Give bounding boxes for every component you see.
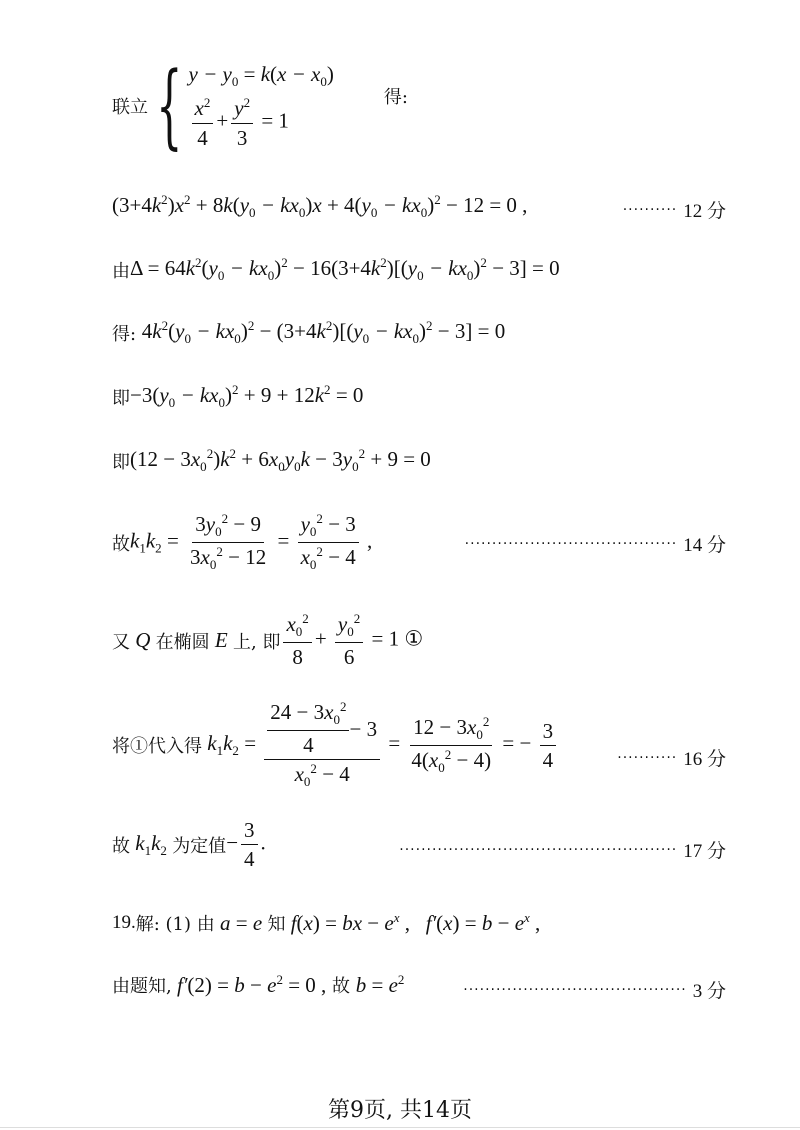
simplified-equation: $4k^2(y_0 - kx_0)^2 - (3+4k^2)[(y_0 - kx_0)^2 - 3] = 0$ [141, 318, 506, 347]
k1k2-equation: $k_1k_2$ = $\frac{3y_0^2 - 9}{3x_0^2 - 12}$ = $\frac{y_0^2 - 3}{x_0^2 - 4}$ , [130, 511, 373, 573]
system-eq-1: $y - y_0 = k(x - x_0)$ [188, 62, 334, 90]
score-14: ······································· 14 分 [464, 535, 726, 556]
line-ji-2: 即 $(12 - 3x_0^2)k^2 + 6x_0y_0k - 3y_0^2 + 9 = 0$ [112, 446, 431, 475]
constant-value: − $\frac{3}{4}$ . [226, 818, 266, 872]
ellipse-equation: $\frac{x_0^2}{8}$ + $\frac{y_0^2}{6}$ = 1 ① [280, 612, 423, 669]
line-system [112, 52, 408, 159]
score-17: ··················································· 17 分 [399, 841, 726, 862]
ji-equation-1: $-3(y_0 - kx_0)^2 + 9 + 12k^2 = 0$ [130, 382, 364, 411]
discriminant-equation: $\Delta = 64k^2(y_0 - kx_0)^2 - 16(3+4k^2)[(y_0 - kx_0)^2 - 3] = 0$ [130, 255, 560, 284]
line-ji-1: 即 $-3(y_0 - kx_0)^2 + 9 + 12k^2 = 0$ [112, 382, 364, 411]
line-q19: 19. 解: (1) 由 a = e 知 f(x) = bx − $e^x$ , $f'(x) = b - e^x$ , [112, 910, 541, 935]
line-substitute: 将①代入得 $k_1k_2$ = $\frac{24 - 3x_0^2}{4}$ − 3 $x_0^2 - 4$ = $\frac{12 - 3x_0^2}{4(x_0^2 - 4)}$ = − $\frac{3}{4}$ [112, 700, 559, 790]
line-simplified: 得: $4k^2(y_0 - kx_0)^2 - (3+4k^2)[(y_0 - kx_0)^2 - 3] = 0$ [112, 318, 506, 347]
footer-divider [0, 1127, 800, 1128]
q19-function: f(x) = bx − $e^x$ , $f'(x) = b - e^x$ , [285, 910, 541, 935]
quadratic-equation: $(3+4k^2)x^2 + 8k(y_0 - kx_0)x + 4(y_0 - kx_0)^2 - 12 = 0$ , [112, 192, 528, 221]
de-label: 得: [383, 87, 408, 108]
ji-equation-2: $(12 - 3x_0^2)k^2 + 6x_0y_0k - 3y_0^2 + 9 = 0$ [130, 446, 431, 475]
score-12: ·········· 12 分 [622, 201, 726, 222]
lianli-label: 联立 [112, 97, 148, 118]
system-eq-2: $\frac{x^2}{4}$ + $\frac{y^2}{3}$ = 1 [189, 96, 334, 149]
score-16: ··········· 16 分 [617, 749, 726, 770]
line-constant: 故 $k_1k_2$ 为定值 − $\frac{3}{4}$ . [112, 818, 266, 872]
line-q19-b: 由题知, $f'(2) = b - e^2 = 0$ , 故 $b = e^2$ [112, 972, 405, 997]
substitute-equation: $k_1k_2$ = $\frac{24 - 3x_0^2}{4}$ − 3 $x_0^2 - 4$ = $\frac{12 - 3x_0^2}{4(x_0^2 - 4)}$ = − $\frac{3}{4}$ [202, 700, 559, 790]
equation-system [152, 52, 334, 159]
q19-condition: a = e [214, 910, 268, 935]
line-discriminant: 由 $\Delta = 64k^2(y_0 - kx_0)^2 - 16(3+4k^2)[(y_0 - kx_0)^2 - 3] = 0$ [112, 255, 560, 284]
page-number: 第9页, 共14页 [328, 1098, 472, 1123]
line-k1k2: 故 $k_1k_2$ = $\frac{3y_0^2 - 9}{3x_0^2 - 12}$ = $\frac{y_0^2 - 3}{x_0^2 - 4}$ , [112, 511, 373, 573]
q19-b-value: $b = e^2$ [355, 972, 405, 997]
q19-derivative: $f'(2) = b - e^2 = 0$ , [171, 972, 327, 997]
line-quadratic [112, 192, 527, 221]
line-ellipse: 又 Q 在椭圆 E 上, 即 $\frac{x_0^2}{8}$ + $\frac{y_0^2}{6}$ = 1 ① [112, 611, 424, 670]
brace-icon: { [156, 52, 183, 159]
score-3: ········································· 3 分 [463, 981, 726, 1002]
